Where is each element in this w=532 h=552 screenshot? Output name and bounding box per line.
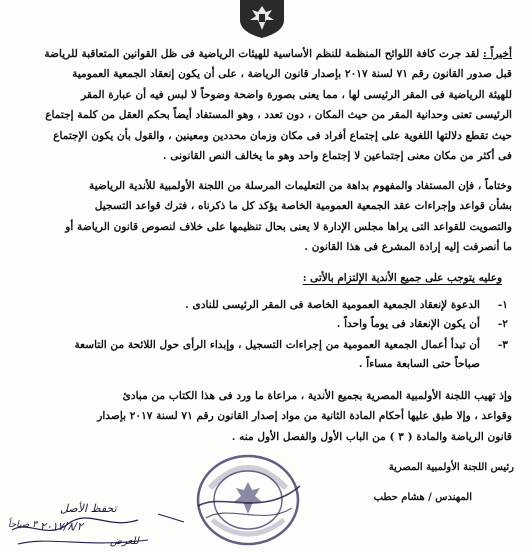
paragraph-line: ما أنصرفت إليه إرادة المشرع فى هذا القانون . — [304, 241, 512, 254]
handwritten-note: تحفظ الأصل — [60, 502, 117, 515]
paragraph-appeal — [14, 386, 512, 447]
list-item-text: أن يكون الإنعقاد فى يوماً واحداً . — [336, 318, 480, 330]
lead-word: أخيراً : — [482, 48, 512, 60]
obligations-heading: وعليه يتوجب على جميع الأندية الإلتزام بالأتى : — [302, 272, 502, 284]
paragraph-line: وقواعد ، وإلا طبق عليها أحكام المادة الثانية من مواد إصدار القانون رقم ٧١ لسنة ٢٠١٧ بإصدار — [97, 410, 512, 423]
signature-title: رئيس اللجنة الأولمبية المصرية — [388, 462, 514, 473]
paragraph-line: فى أكثر من مكان معنى إجتماعين لا إجتماع واحد وهو ما يخالف النص القانونى . — [162, 150, 512, 163]
paragraph-line: قانون الرياضة والمادة ( ٣ ) من الباب الأول والفصل الأول منه . — [231, 430, 512, 443]
list-item-text: أن تبدأ أعمال الجمعية العمومية من إجراءات التسجيل ، وإبداء الرأى حول اللائحة من التاسعة — [74, 339, 480, 351]
list-item — [14, 315, 508, 334]
obligations-list — [14, 296, 508, 374]
paragraph-line: وإذ تهيب اللجنة الأولمبية المصرية بجميع الأندية ، مراعاة ما ورد فى هذا الكتاب من مبادئ — [122, 390, 512, 402]
signature-name: المهندس / هشام حطب — [373, 492, 472, 503]
list-item-number: ١- — [497, 299, 508, 311]
paragraph-line: بشأن قواعد وإجراءات عقد الجمعية العمومية الخاصة يؤكد كل ما ذكرناه ، فترك قواعد التسجيل — [94, 200, 512, 213]
list-item-continuation — [14, 355, 508, 374]
handwriting-scribble-icon — [8, 500, 188, 550]
paragraph-line: حيث تقطع دلالتها اللغوية على إجتماع أفراد فى مكان وزمان محددين ومعينين ، والقول بأن يكون الإجتماع — [53, 129, 512, 142]
list-item-text: صباحاً حتى السابعة مساءاً . — [358, 358, 480, 370]
paragraph-line: والتصويت للقواعد التى يراها مجلس الإدارة لا يعنى بحال تنظيمها على خلاف لنصوص قانون الرياضة أو — [65, 220, 512, 233]
stamp-seal-icon — [192, 448, 304, 548]
paragraph-conclusion — [14, 176, 512, 258]
paragraph-line: للهيئة الرياضية فى المقر الرئيسى لها ، مما يعنى بصورة واضحة وضوحاً لا لبس فيه أن عبارة المقر — [81, 88, 512, 101]
list-item — [14, 336, 508, 355]
handwritten-remark: للعرض — [110, 536, 139, 547]
handwritten-time: ٣ صباحاً — [8, 520, 38, 530]
paragraph-line: الرئيسى تعنى وحدانية المقر من حيث المكان ، دون تعدد ، وهو المستفاد أيضاً بحكم العقل من كلمة إجتماع — [45, 109, 512, 122]
paragraph-final-point — [14, 44, 512, 166]
list-item — [14, 296, 508, 315]
paragraph-line: وختاماً ، فإن المستفاد والمفهوم بداهة من التعليمات المرسلة من اللجنة الأولمبية للأندية الرياضية — [89, 180, 512, 192]
paragraph-line: قبل صدور القانون رقم ٧١ لسنة ٢٠١٧ بإصدار قانون الرياضة ، على أن يكون إنعقاد الجمعية العمومية — [72, 68, 512, 81]
list-item-number: ٢- — [497, 318, 508, 330]
list-item-number: ٣- — [497, 339, 508, 351]
paragraph-line: لقد جرت كافة اللوائح المنظمة للنظم الأساسية للهيئات الرياضية فى ظل القوانين المتعاقبة للرياضة — [44, 48, 480, 60]
eagle-emblem-icon — [232, 0, 292, 38]
handwritten-date: ٢٠١٧/٨/٢ — [40, 520, 83, 533]
list-item-text: الدعوة لإنعقاد الجمعية العمومية الخاصة فى المقر الرئيسى للنادى . — [185, 299, 480, 311]
